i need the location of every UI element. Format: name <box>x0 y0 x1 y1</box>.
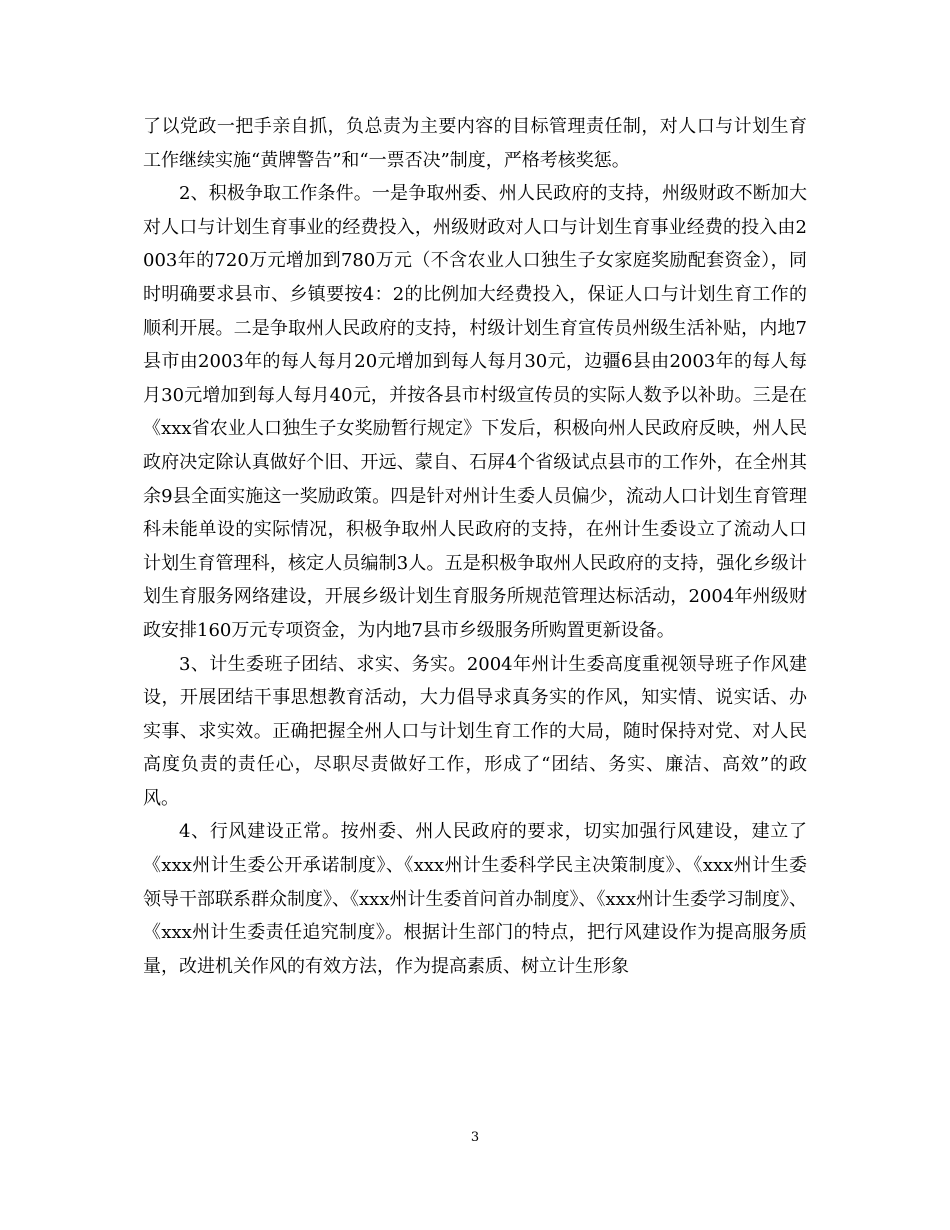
paragraph-3-leadership-team: 3、计生委班子团结、求实、务实。2004年州计生委高度重视领导班子作风建设，开展团结干事思想教育活动，大力倡导求真务实的作风，知实情、说实话、办实事、求实效。正确把握全州人口与计划生育工作的大局，随时保持对党、对人民高度负责的责任心，尽职尽责做好工作，形成了“团结、务实、廉洁、高效”的政风。 <box>143 653 807 809</box>
document-body <box>143 110 807 983</box>
paragraph-4-conduct-building: 4、行风建设正常。按州委、州人民政府的要求，切实加强行风建设，建立了《xxx州计生委公开承诺制度》、《xxx州计生委科学民主决策制度》、《xxx州计生委领导干部联系群众制度》、《xxx州计生委首问首办制度》、《xxx州计生委学习制度》、《xxx州计生委责任追究制度》。根据计生部门的特点，把行风建设作为提高服务质量，改进机关作风的有效方法，作为提高素质、树立计生形象 <box>143 821 807 977</box>
paragraph-1-continuation: 了以党政一把手亲自抓，负总责为主要内容的目标管理责任制，对人口与计划生育工作继续实施“黄牌警告”和“一票否决”制度，严格考核奖惩。 <box>143 116 807 171</box>
page-number: 3 <box>470 1130 480 1145</box>
paragraph-2-work-conditions: 2、积极争取工作条件。一是争取州委、州人民政府的支持，州级财政不断加大对人口与计划生育事业的经费投入，州级财政对人口与计划生育事业经费的投入由2003年的720万元增加到780万元（不含农业人口独生子女家庭奖励配套资金），同时明确要求县市、乡镇要按4：2的比例加大经费投入，保证人口与计划生育工作的顺利开展。二是争取州人民政府的支持，村级计划生育宣传员州级生活补贴，内地7县市由2003年的每人每月20元增加到每人每月30元，边疆6县由2003年的每人每月30元增加到每人每月40元，并按各县市村级宣传员的实际人数予以补助。三是在《xxx省农业人口独生子女奖励暂行规定》下发后，积极向州人民政府反映，州人民政府决定除认真做好个旧、开远、蒙自、石屏4个省级试点县市的工作外，在全州其余9县全面实施这一奖励政策。四是针对州计生委人员偏少，流动人口计划生育管理科未能单设的实际情况，积极争取州人民政府的支持，在州计生委设立了流动人口计划生育管理科，核定人员编制3人。五是积极争取州人民政府的支持，强化乡级计划生育服务网络建设，开展乡级计划生育服务所规范管理达标活动，2004年州级财政安排160万元专项资金，为内地7县市乡级服务所购置更新设备。 <box>143 183 807 641</box>
